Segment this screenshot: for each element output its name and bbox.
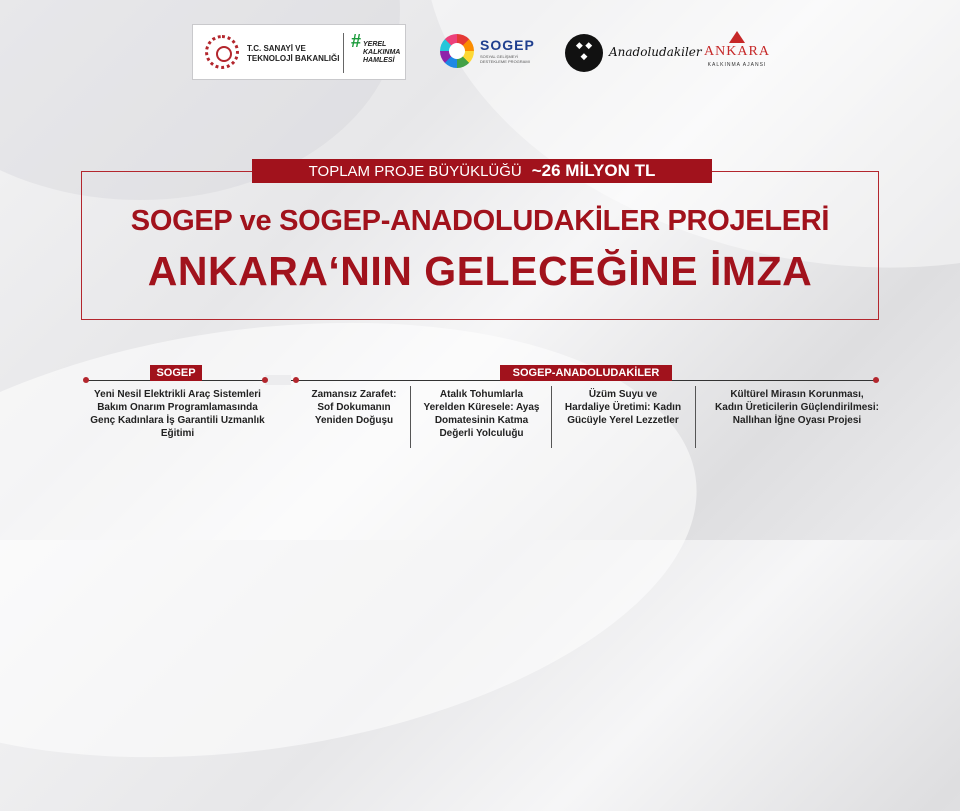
timeline-gap [265,375,291,385]
anadoludakiler-emblem-icon [565,34,603,72]
sogep-logo-subtitle: SOSYAL GELİŞMEYİ DESTEKLEME PROGRAMI [480,54,530,64]
ankara-mark-icon [729,31,745,43]
budget-banner [252,159,712,183]
timeline-dot [262,377,268,383]
budget-label: TOPLAM PROJE BÜYÜKLÜĞÜ [308,162,522,180]
timeline-dot [873,377,879,383]
ankara-logo-text: ANKARA [704,44,770,59]
ankara-agency-logo [702,31,772,75]
headline-line-1: SOGEP ve SOGEP-ANADOLUDAKİLER PROJELERİ [130,205,830,237]
ministry-logo-box [192,24,406,80]
timeline-dot [293,377,299,383]
project-separator [695,386,696,448]
headline-line-2: ANKARA‘NIN GELECEĞİNE İMZA [147,248,813,294]
anadoludakiler-logo-text: Anadoludakiler [609,45,702,59]
logo-divider [343,33,344,73]
ministry-name: T.C. SANAYİ VE TEKNOLOJİ BAKANLIĞI [247,44,340,63]
sogep-gear-icon [440,34,474,68]
project-item: Atalık Tohumlarla Yerelden Küresele: Ayaş Domatesinin Katma Değerli Yolculuğu [423,389,540,439]
project-item: Kültürel Mirasın Korunması, Kadın Üreticilerin Güçlendirilmesi: Nallıhan İğne Oyası Projesi [715,389,879,426]
sogep-logo-text: SOGEP [480,37,535,53]
project-item: Üzüm Suyu ve Hardaliye Üretimi: Kadın Gücüyle Yerel Lezzetler [564,389,682,426]
timeline-dot [83,377,89,383]
ankara-logo-subtitle: KALKINMA AJANSI [707,62,767,68]
project-item: Zamansız Zarafet: Sof Dokumanın Yeniden Doğuşu [311,389,397,426]
hashtag-icon: # [351,31,362,51]
ministry-emblem-icon [205,35,239,69]
budget-value: ~26 MİLYON TL [531,161,656,180]
project-item: Yeni Nesil Elektrikli Araç Sistemleri Bakım Onarım Programlamasında Genç Kadınlara İş Garantili Uzmanlık Eğitimi [90,389,265,439]
timeline-line [86,380,879,381]
group-label-sogep: SOGEP [150,365,202,381]
project-separator [551,386,552,448]
campaign-name: YEREL KALKINMA HAMLESİ [363,41,401,64]
headline-frame [81,171,879,320]
group-label-sogep-anadoludakiler: SOGEP-ANADOLUDAKİLER [500,365,672,381]
